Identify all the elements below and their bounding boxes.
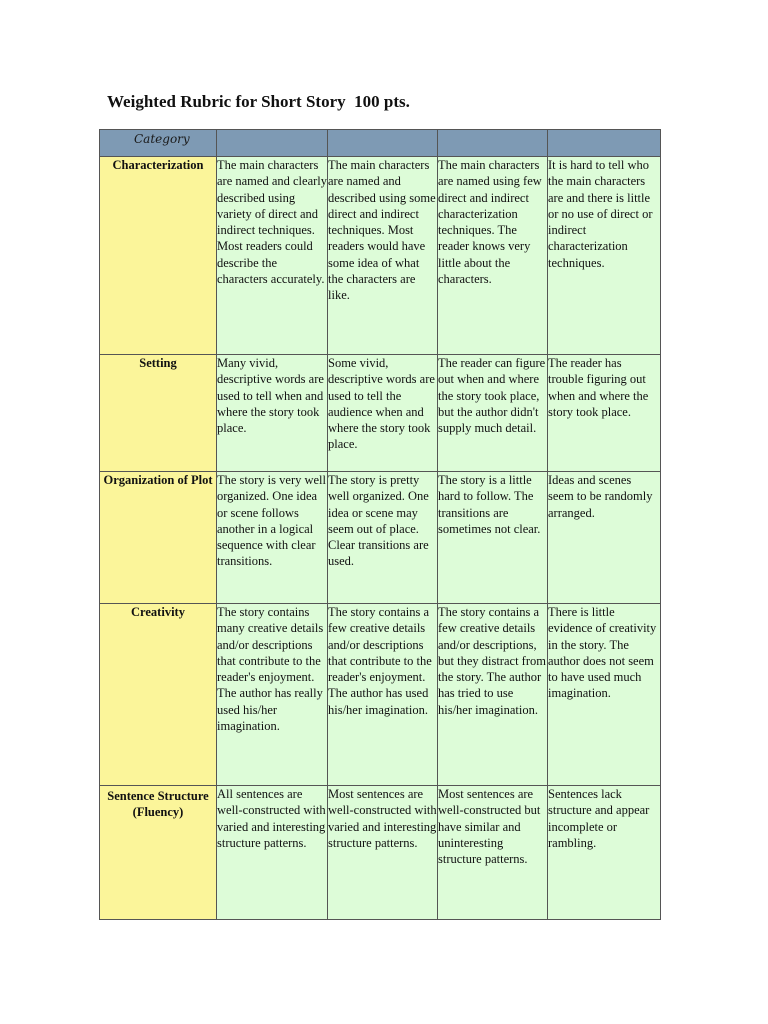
category-cell: Sentence Structure (Fluency): [100, 786, 217, 920]
page-title: Weighted Rubric for Short Story 100 pts.: [107, 92, 410, 111]
description-cell: The reader can figure out when and where the story took place, but the author didn't supply much detail.: [438, 355, 548, 472]
description-cell: Most sentences are well-constructed with varied and interesting structure patterns.: [328, 786, 438, 920]
header-row: [100, 130, 661, 157]
description-cell: The story is a little hard to follow. The transitions are sometimes not clear.: [438, 472, 548, 604]
header-category: [100, 130, 217, 157]
table-row: [100, 604, 661, 786]
description-cell: Sentences lack structure and appear incomplete or rambling.: [548, 786, 661, 920]
rubric-table: [99, 129, 661, 920]
table-row: [100, 157, 661, 355]
category-cell: Organization of Plot: [100, 472, 217, 604]
description-cell: The story contains many creative details and/or descriptions that contribute to the reader's enjoyment. The author has really used his/her imagination.: [217, 604, 328, 786]
description-cell: All sentences are well-constructed with varied and interesting structure patterns.: [217, 786, 328, 920]
description-cell: The story is very well organized. One idea or scene follows another in a logical sequence with clear transitions.: [217, 472, 328, 604]
description-cell: It is hard to tell who the main characters are and there is little or no use of direct or indirect characterization techniques.: [548, 157, 661, 355]
header-col-4: [438, 130, 548, 157]
description-cell: The main characters are named and described using some direct and indirect techniques. Most readers would have some idea of what the characters are like.: [328, 157, 438, 355]
table-row: [100, 472, 661, 604]
header-col-2: [217, 130, 328, 157]
category-cell: Setting: [100, 355, 217, 472]
table-row: [100, 355, 661, 472]
description-cell: Ideas and scenes seem to be randomly arranged.: [548, 472, 661, 604]
description-cell: Some vivid, descriptive words are used to tell the audience when and where the story took place.: [328, 355, 438, 472]
description-cell: The reader has trouble figuring out when and where the story took place.: [548, 355, 661, 472]
header-col-3: [328, 130, 438, 157]
table-row: [100, 786, 661, 920]
category-cell: Creativity: [100, 604, 217, 786]
description-cell: The main characters are named using few direct and indirect characterization techniques. The reader knows very little about the characters.: [438, 157, 548, 355]
description-cell: Many vivid, descriptive words are used to tell when and where the story took place.: [217, 355, 328, 472]
description-cell: There is little evidence of creativity in the story. The author does not seem to have used much imagination.: [548, 604, 661, 786]
description-cell: The story is pretty well organized. One idea or scene may seem out of place. Clear transitions are used.: [328, 472, 438, 604]
description-cell: Most sentences are well-constructed but have similar and uninteresting structure patterns.: [438, 786, 548, 920]
category-header-label: Category: [134, 132, 190, 146]
description-cell: The story contains a few creative details and/or descriptions that contribute to the reader's enjoyment. The author has used his/her imagination.: [328, 604, 438, 786]
header-col-5: [548, 130, 661, 157]
description-cell: The story contains a few creative details and/or descriptions, but they distract from the story. The author has tried to use his/her imagination.: [438, 604, 548, 786]
category-cell: Characterization: [100, 157, 217, 355]
description-cell: The main characters are named and clearly described using variety of direct and indirect techniques. Most readers could describe the characters accurately.: [217, 157, 328, 355]
